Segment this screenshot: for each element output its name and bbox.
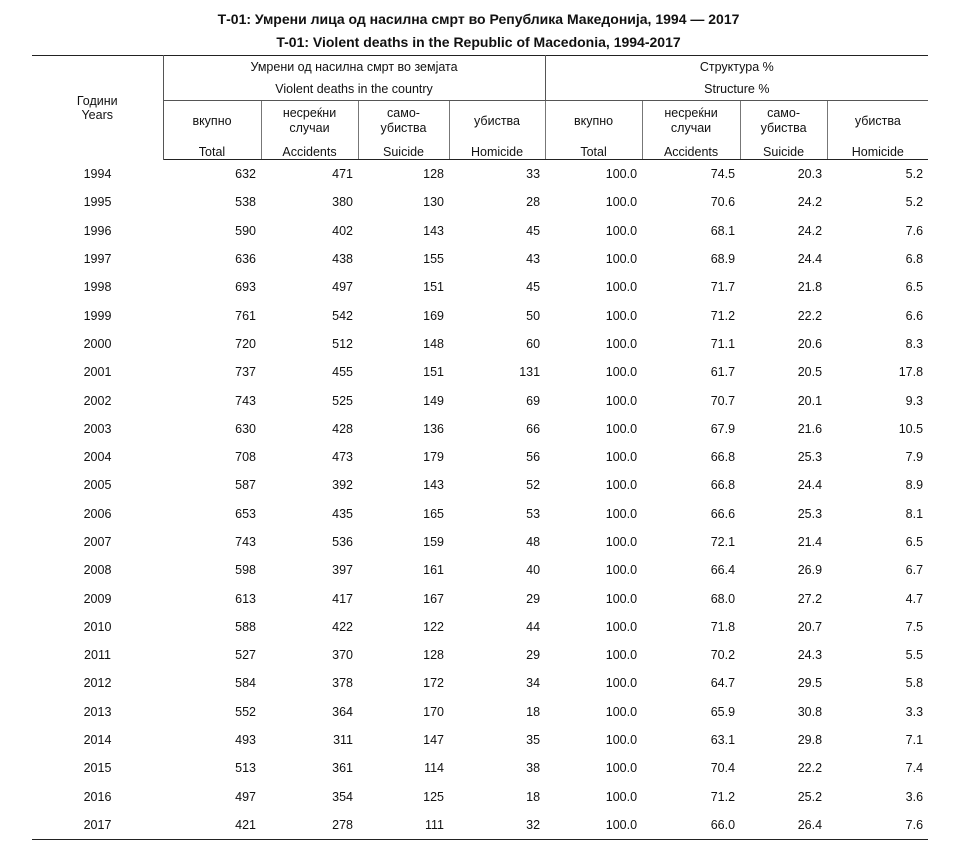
value-cell: 24.3 bbox=[797, 648, 823, 663]
value-cell: 6.7 bbox=[905, 563, 924, 578]
value-cell: 25.2 bbox=[797, 789, 823, 804]
value-cell: 6.6 bbox=[905, 308, 924, 323]
value-cell: 737 bbox=[235, 365, 256, 380]
value-cell: 527 bbox=[235, 648, 256, 663]
value-cell: 100.0 bbox=[605, 450, 638, 465]
value-cell: 9.3 bbox=[905, 393, 924, 408]
value-cell: 392 bbox=[332, 478, 353, 493]
year-cell: 2002 bbox=[83, 393, 112, 408]
value-cell: 100.0 bbox=[605, 365, 638, 380]
value-cell: 6.5 bbox=[905, 535, 924, 549]
value-cell: 4.7 bbox=[905, 591, 924, 606]
value-cell: 20.6 bbox=[797, 336, 823, 351]
table-row bbox=[32, 330, 928, 358]
value-cell: 131 bbox=[519, 365, 541, 380]
table-row bbox=[32, 415, 928, 443]
value-cell: 100.0 bbox=[605, 421, 638, 436]
value-cell: 20.7 bbox=[797, 619, 823, 634]
value-cell: 74.5 bbox=[710, 167, 736, 182]
value-cell: 52 bbox=[526, 478, 541, 493]
value-cell: 24.4 bbox=[797, 252, 823, 267]
value-cell: 169 bbox=[423, 308, 444, 323]
value-cell: 128 bbox=[423, 167, 444, 182]
value-cell: 151 bbox=[423, 280, 444, 295]
value-cell: 5.8 bbox=[905, 676, 924, 691]
value-cell: 22.2 bbox=[797, 761, 823, 776]
value-cell: 21.6 bbox=[797, 421, 823, 436]
value-cell: 100.0 bbox=[605, 223, 638, 238]
table-row bbox=[32, 471, 928, 499]
value-cell: 69 bbox=[526, 393, 541, 408]
value-cell: 587 bbox=[235, 478, 256, 493]
value-cell: 66.4 bbox=[710, 563, 736, 578]
table-row bbox=[32, 613, 928, 641]
years-header-en: Years bbox=[81, 107, 113, 122]
value-cell: 18 bbox=[526, 789, 541, 804]
value-cell: 7.6 bbox=[905, 223, 924, 238]
value-cell: 136 bbox=[423, 421, 444, 436]
group-header-count-en: Violent deaths in the country bbox=[163, 78, 545, 101]
value-cell: 100.0 bbox=[605, 761, 638, 776]
value-cell: 493 bbox=[235, 733, 256, 748]
year-cell: 2011 bbox=[84, 648, 111, 663]
value-cell: 100.0 bbox=[605, 619, 638, 634]
value-cell: 8.1 bbox=[905, 506, 924, 521]
col-header-en: Suicide bbox=[358, 141, 449, 160]
col-header-mk: вкупно bbox=[545, 101, 642, 142]
table-row bbox=[32, 556, 928, 584]
year-cell: 1998 bbox=[83, 280, 112, 295]
value-cell: 24.2 bbox=[797, 195, 823, 210]
value-cell: 278 bbox=[261, 811, 358, 840]
value-cell: 122 bbox=[423, 619, 444, 634]
year-cell: 2016 bbox=[83, 789, 112, 804]
value-cell: 25.3 bbox=[797, 506, 823, 521]
value-cell: 100.0 bbox=[605, 252, 638, 267]
value-cell: 417 bbox=[332, 591, 353, 606]
value-cell: 68.1 bbox=[710, 223, 736, 238]
value-cell: 743 bbox=[235, 393, 256, 408]
value-cell: 172 bbox=[423, 676, 444, 691]
value-cell: 53 bbox=[526, 506, 541, 521]
value-cell: 22.2 bbox=[797, 308, 823, 323]
table-row bbox=[32, 386, 928, 414]
table-row bbox=[32, 160, 928, 189]
value-cell: 155 bbox=[423, 252, 444, 267]
value-cell: 68.9 bbox=[710, 252, 736, 267]
value-cell: 100.0 bbox=[605, 167, 638, 182]
value-cell: 370 bbox=[332, 648, 353, 663]
value-cell: 761 bbox=[235, 308, 256, 323]
value-cell: 7.5 bbox=[905, 619, 924, 634]
value-cell: 653 bbox=[235, 506, 256, 521]
table-row bbox=[32, 783, 928, 811]
value-cell: 66 bbox=[526, 421, 541, 436]
value-cell: 61.7 bbox=[710, 365, 736, 380]
table-row bbox=[32, 358, 928, 386]
value-cell: 100.0 bbox=[545, 811, 642, 840]
value-cell: 56 bbox=[526, 450, 541, 465]
value-cell: 26.9 bbox=[797, 563, 823, 578]
value-cell: 159 bbox=[423, 535, 444, 549]
value-cell: 111 bbox=[358, 811, 449, 840]
value-cell: 100.0 bbox=[605, 789, 638, 804]
year-cell: 2014 bbox=[83, 733, 112, 748]
col-header-mk: вкупно bbox=[163, 101, 261, 142]
value-cell: 7.1 bbox=[905, 733, 924, 748]
value-cell: 632 bbox=[235, 167, 256, 182]
value-cell: 28 bbox=[526, 195, 541, 210]
value-cell: 513 bbox=[235, 761, 256, 776]
value-cell: 66.0 bbox=[642, 811, 740, 840]
value-cell: 630 bbox=[235, 421, 256, 436]
table-row bbox=[32, 443, 928, 471]
value-cell: 7.9 bbox=[905, 450, 924, 465]
table-row bbox=[32, 811, 928, 840]
value-cell: 20.3 bbox=[797, 167, 823, 182]
value-cell: 100.0 bbox=[605, 704, 638, 719]
value-cell: 438 bbox=[332, 252, 353, 267]
value-cell: 45 bbox=[526, 223, 541, 238]
value-cell: 311 bbox=[333, 733, 353, 748]
value-cell: 3.6 bbox=[905, 789, 924, 804]
value-cell: 45 bbox=[526, 280, 541, 295]
value-cell: 67.9 bbox=[710, 421, 736, 436]
value-cell: 538 bbox=[235, 195, 256, 210]
value-cell: 130 bbox=[423, 195, 444, 210]
value-cell: 24.4 bbox=[797, 478, 823, 493]
col-header-en: Total bbox=[163, 141, 261, 160]
year-cell: 1994 bbox=[83, 166, 112, 181]
table-row bbox=[32, 500, 928, 528]
value-cell: 21.8 bbox=[797, 280, 823, 295]
value-cell: 34 bbox=[526, 676, 541, 691]
year-cell: 2005 bbox=[83, 478, 112, 493]
value-cell: 25.3 bbox=[797, 450, 823, 465]
value-cell: 422 bbox=[332, 619, 353, 634]
value-cell: 100.0 bbox=[605, 676, 638, 691]
value-cell: 428 bbox=[332, 421, 353, 436]
value-cell: 70.4 bbox=[710, 761, 736, 776]
col-header-mk: несреќни случаи bbox=[261, 101, 358, 142]
value-cell: 100.0 bbox=[605, 563, 638, 578]
value-cell: 128 bbox=[423, 648, 444, 663]
value-cell: 397 bbox=[332, 563, 353, 578]
value-cell: 100.0 bbox=[605, 280, 638, 295]
value-cell: 71.2 bbox=[710, 789, 736, 804]
col-header-mk: само- убиства bbox=[358, 101, 449, 142]
table-row bbox=[32, 245, 928, 273]
table-row bbox=[32, 217, 928, 245]
value-cell: 435 bbox=[332, 506, 353, 521]
value-cell: 636 bbox=[235, 252, 256, 267]
value-cell: 100.0 bbox=[605, 506, 638, 521]
years-header bbox=[32, 56, 163, 160]
value-cell: 147 bbox=[423, 733, 444, 748]
value-cell: 27.2 bbox=[797, 591, 823, 606]
value-cell: 64.7 bbox=[710, 676, 736, 691]
value-cell: 38 bbox=[526, 761, 541, 776]
value-cell: 43 bbox=[526, 252, 541, 267]
group-header-structure-mk: Структура % bbox=[545, 56, 928, 79]
table-row bbox=[32, 754, 928, 782]
value-cell: 720 bbox=[235, 336, 256, 351]
value-cell: 7.6 bbox=[827, 811, 928, 840]
value-cell: 167 bbox=[423, 591, 444, 606]
value-cell: 8.9 bbox=[905, 478, 924, 493]
value-cell: 5.2 bbox=[905, 167, 924, 182]
value-cell: 71.8 bbox=[710, 619, 736, 634]
value-cell: 100.0 bbox=[605, 478, 638, 493]
col-header-en: Homicide bbox=[827, 141, 928, 160]
value-cell: 29 bbox=[526, 591, 541, 606]
year-cell: 1999 bbox=[83, 308, 112, 323]
year-cell: 2004 bbox=[83, 450, 112, 465]
value-cell: 590 bbox=[235, 223, 256, 238]
value-cell: 148 bbox=[423, 336, 444, 351]
value-cell: 21.4 bbox=[797, 535, 823, 549]
value-cell: 17.8 bbox=[898, 365, 924, 380]
year-cell: 2017 bbox=[32, 811, 163, 840]
year-cell: 2007 bbox=[83, 535, 112, 549]
table-body bbox=[32, 160, 928, 840]
value-cell: 354 bbox=[332, 789, 353, 804]
year-cell: 2012 bbox=[83, 676, 112, 691]
col-header-en: Accidents bbox=[642, 141, 740, 160]
table-row bbox=[32, 698, 928, 726]
value-cell: 542 bbox=[332, 308, 353, 323]
group-header-structure-en: Structure % bbox=[545, 78, 928, 101]
value-cell: 66.6 bbox=[710, 506, 736, 521]
value-cell: 71.2 bbox=[710, 308, 736, 323]
value-cell: 65.9 bbox=[710, 704, 736, 719]
value-cell: 5.2 bbox=[905, 195, 924, 210]
year-cell: 2001 bbox=[83, 365, 112, 380]
value-cell: 380 bbox=[332, 195, 353, 210]
years-header-mk: Години bbox=[76, 93, 118, 108]
value-cell: 536 bbox=[332, 535, 353, 549]
col-header-mk: убиства bbox=[449, 101, 545, 142]
value-cell: 63.1 bbox=[710, 733, 736, 748]
value-cell: 165 bbox=[423, 506, 444, 521]
value-cell: 29.8 bbox=[797, 733, 823, 748]
value-cell: 66.8 bbox=[710, 450, 736, 465]
value-cell: 114 bbox=[424, 761, 444, 776]
value-cell: 100.0 bbox=[605, 336, 638, 351]
col-header-en: Suicide bbox=[740, 141, 827, 160]
year-cell: 2008 bbox=[83, 563, 112, 578]
value-cell: 20.5 bbox=[797, 365, 823, 380]
value-cell: 71.7 bbox=[710, 280, 736, 295]
value-cell: 71.1 bbox=[710, 336, 736, 351]
value-cell: 143 bbox=[423, 223, 444, 238]
value-cell: 588 bbox=[235, 619, 256, 634]
value-cell: 525 bbox=[332, 393, 353, 408]
table-row bbox=[32, 641, 928, 669]
value-cell: 100.0 bbox=[605, 195, 638, 210]
col-header-mk: убиства bbox=[854, 113, 901, 128]
value-cell: 613 bbox=[235, 591, 256, 606]
col-header-en: Accidents bbox=[261, 141, 358, 160]
table-row bbox=[32, 669, 928, 697]
value-cell: 693 bbox=[235, 280, 256, 295]
value-cell: 100.0 bbox=[605, 591, 638, 606]
value-cell: 20.1 bbox=[797, 393, 823, 408]
value-cell: 60 bbox=[526, 336, 541, 351]
value-cell: 100.0 bbox=[605, 648, 638, 663]
value-cell: 6.5 bbox=[905, 280, 924, 295]
value-cell: 30.8 bbox=[797, 704, 823, 719]
year-cell: 2009 bbox=[83, 591, 112, 606]
year-cell: 1996 bbox=[83, 223, 112, 238]
value-cell: 24.2 bbox=[797, 223, 823, 238]
value-cell: 151 bbox=[423, 365, 444, 380]
value-cell: 35 bbox=[526, 733, 541, 748]
value-cell: 125 bbox=[423, 789, 444, 804]
table-row bbox=[32, 188, 928, 216]
table-title-mk: Т-01: Умрени лица од насилна смрт во Република Македонија, 1994 — 2017 bbox=[217, 11, 740, 27]
value-cell: 512 bbox=[332, 336, 353, 351]
value-cell: 402 bbox=[332, 223, 353, 238]
value-cell: 18 bbox=[526, 704, 541, 719]
value-cell: 40 bbox=[526, 563, 541, 578]
year-cell: 2013 bbox=[83, 704, 112, 719]
value-cell: 552 bbox=[235, 704, 256, 719]
value-cell: 378 bbox=[332, 676, 353, 691]
value-cell: 743 bbox=[235, 535, 256, 549]
value-cell: 584 bbox=[235, 676, 256, 691]
table-row bbox=[32, 301, 928, 329]
value-cell: 72.1 bbox=[710, 535, 736, 549]
value-cell: 26.4 bbox=[740, 811, 827, 840]
value-cell: 471 bbox=[332, 167, 353, 182]
value-cell: 100.0 bbox=[605, 733, 638, 748]
year-cell: 2000 bbox=[83, 336, 112, 351]
violent-deaths-table bbox=[32, 55, 928, 840]
value-cell: 364 bbox=[332, 704, 353, 719]
value-cell: 70.7 bbox=[710, 393, 736, 408]
value-cell: 66.8 bbox=[710, 478, 736, 493]
year-cell: 1995 bbox=[83, 195, 112, 210]
table-title-en: T-01: Violent deaths in the Republic of Macedonia, 1994-2017 bbox=[276, 34, 681, 50]
value-cell: 6.8 bbox=[905, 252, 924, 267]
value-cell: 50 bbox=[526, 308, 541, 323]
value-cell: 149 bbox=[423, 393, 444, 408]
year-cell: 1997 bbox=[83, 252, 112, 267]
value-cell: 421 bbox=[163, 811, 261, 840]
year-cell: 2015 bbox=[83, 761, 112, 776]
value-cell: 497 bbox=[332, 280, 353, 295]
value-cell: 70.6 bbox=[710, 195, 736, 210]
table-row bbox=[32, 528, 928, 556]
value-cell: 70.2 bbox=[710, 648, 736, 663]
value-cell: 708 bbox=[235, 450, 256, 465]
col-header-en: Homicide bbox=[449, 141, 545, 160]
table-row bbox=[32, 273, 928, 301]
value-cell: 598 bbox=[235, 563, 256, 578]
value-cell: 100.0 bbox=[605, 308, 638, 323]
value-cell: 8.3 bbox=[905, 336, 924, 351]
value-cell: 33 bbox=[526, 167, 541, 182]
value-cell: 7.4 bbox=[905, 761, 924, 776]
value-cell: 361 bbox=[332, 761, 353, 776]
value-cell: 68.0 bbox=[710, 591, 736, 606]
value-cell: 497 bbox=[235, 789, 256, 804]
value-cell: 161 bbox=[423, 563, 444, 578]
value-cell: 170 bbox=[423, 704, 444, 719]
value-cell: 44 bbox=[526, 619, 541, 634]
group-header-count-mk: Умрени од насилна смрт во земјата bbox=[250, 60, 458, 74]
year-cell: 2010 bbox=[83, 619, 112, 634]
year-cell: 2006 bbox=[83, 506, 112, 521]
value-cell: 5.5 bbox=[905, 648, 924, 663]
table-row bbox=[32, 726, 928, 754]
value-cell: 29 bbox=[526, 648, 541, 663]
value-cell: 32 bbox=[449, 811, 545, 840]
col-header-mk: само- убиства bbox=[740, 101, 827, 142]
value-cell: 29.5 bbox=[797, 676, 823, 691]
value-cell: 473 bbox=[332, 450, 353, 465]
value-cell: 100.0 bbox=[605, 535, 638, 549]
value-cell: 10.5 bbox=[898, 421, 924, 436]
col-header-en: Total bbox=[545, 141, 642, 160]
value-cell: 3.3 bbox=[905, 704, 924, 719]
col-header-mk: несреќни случаи bbox=[642, 101, 740, 142]
value-cell: 143 bbox=[423, 478, 444, 493]
value-cell: 455 bbox=[332, 365, 353, 380]
value-cell: 48 bbox=[526, 535, 541, 549]
value-cell: 179 bbox=[423, 450, 444, 465]
year-cell: 2003 bbox=[83, 421, 112, 436]
value-cell: 100.0 bbox=[605, 393, 638, 408]
table-row bbox=[32, 584, 928, 612]
